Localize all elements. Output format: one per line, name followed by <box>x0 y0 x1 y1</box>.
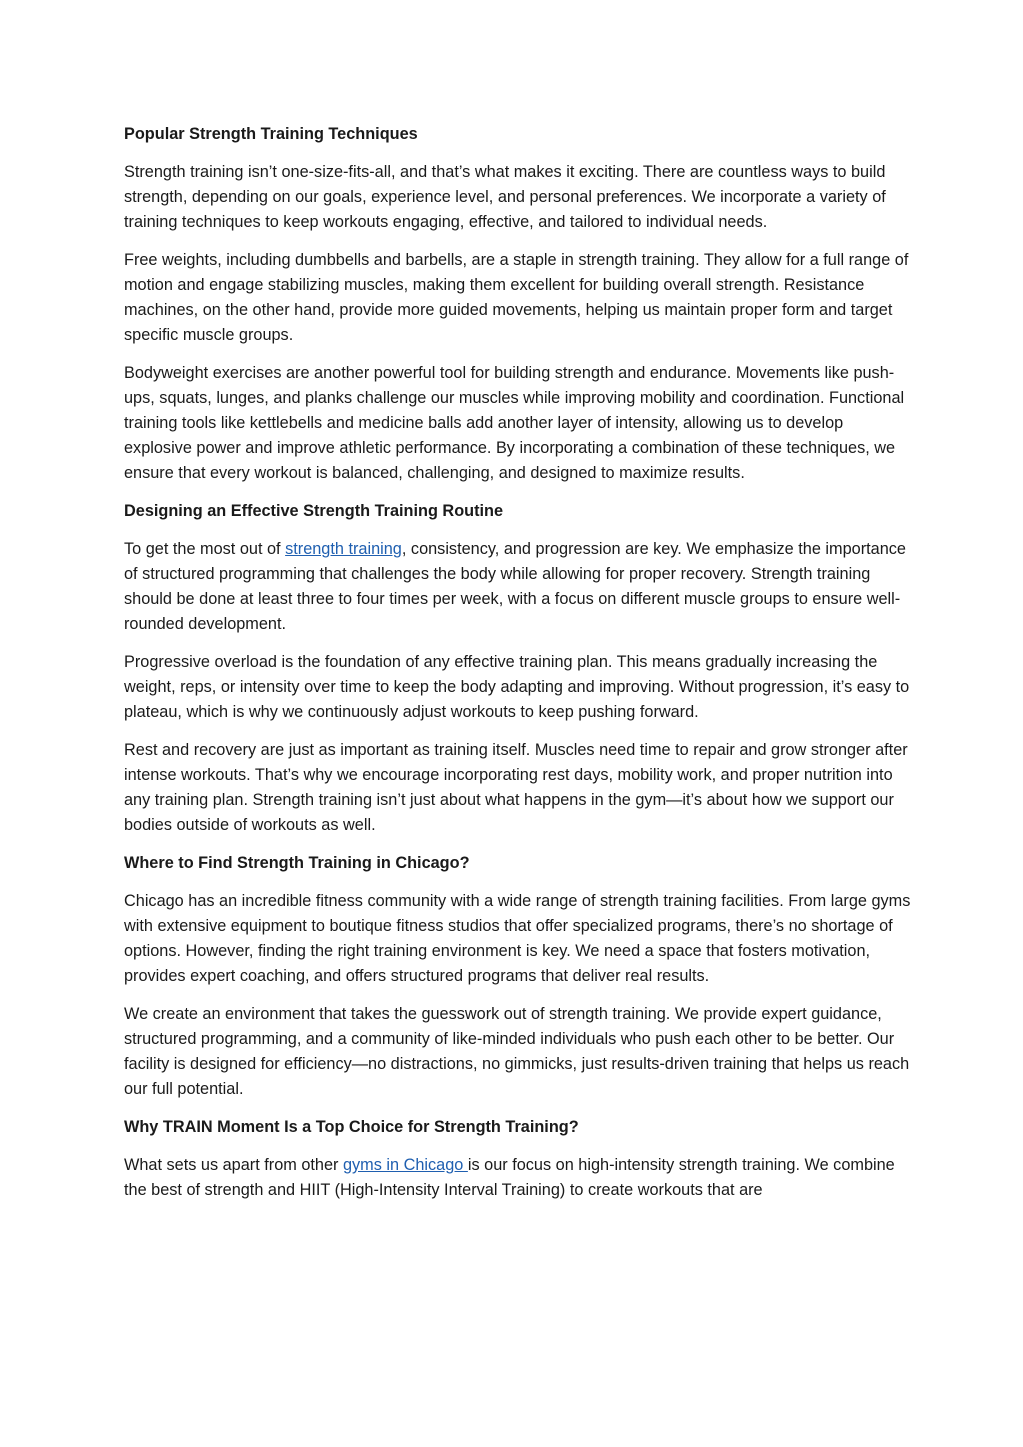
section-heading-routine: Designing an Effective Strength Training Routine <box>124 502 504 520</box>
paragraph: Rest and recovery are just as important as training itself. Muscles need time to repair and grow stronger after intense workouts. That’s why we encourage incorporating rest days, mobility work, and proper nutrition into any training plan. Strength training isn’t just about what happens in the gym—it’s about how we support our bodies outside of workouts as well. <box>124 741 908 834</box>
section-heading-why-train-moment: Why TRAIN Moment Is a Top Choice for Strength Training? <box>124 1118 579 1136</box>
document-page <box>124 122 914 1216</box>
text-segment: What sets us apart from other <box>124 1156 343 1174</box>
text-segment: is our focus on high-intensity strength training. We combine the best of strength and HIIT (High-Intensity Interval Training) to create workouts that are <box>124 1156 895 1199</box>
paragraph-with-link <box>124 537 914 637</box>
section-heading-techniques: Popular Strength Training Techniques <box>124 125 418 143</box>
text-segment: To get the most out of <box>124 540 286 558</box>
paragraph: Progressive overload is the foundation of any effective training plan. This means gradually increasing the weight, reps, or intensity over time to keep the body adapting and improving. Without progression, it’s easy to plateau, which is why we continuously adjust workouts to keep pushing forward. <box>124 653 910 721</box>
paragraph-with-link <box>124 1153 914 1203</box>
section-heading-chicago: Where to Find Strength Training in Chicago? <box>124 854 470 872</box>
text-segment: , consistency, and progression are key. We emphasize the importance of structured programming that challenges the body while allowing for proper recovery. Strength training should be done at least three to four times per week, with a focus on different muscle groups to ensure well-rounded development. <box>124 540 906 633</box>
paragraph: Bodyweight exercises are another powerful tool for building strength and endurance. Movements like push-ups, squats, lunges, and planks challenge our muscles while improving mobility and coordination. Functional training tools like kettlebells and medicine balls add another layer of intensity, allowing us to develop explosive power and improve athletic performance. By incorporating a combination of these techniques, we ensure that every workout is balanced, challenging, and designed to maximize results. <box>124 364 905 482</box>
strength-training-link[interactable]: strength training <box>285 540 402 558</box>
paragraph: Chicago has an incredible fitness community with a wide range of strength training facilities. From large gyms with extensive equipment to boutique fitness studios that offer specialized programs, there’s no shortage of options. However, finding the right training environment is key. We need a space that fosters motivation, provides expert coaching, and offers structured programs that deliver real results. <box>124 892 911 985</box>
gyms-in-chicago-link[interactable]: gyms in Chicago <box>342 1156 468 1174</box>
paragraph: Strength training isn’t one-size-fits-all, and that’s what makes it exciting. There are countless ways to build strength, depending on our goals, experience level, and personal preferences. We incorporate a variety of training techniques to keep workouts engaging, effective, and tailored to individual needs. <box>124 163 886 231</box>
paragraph: We create an environment that takes the guesswork out of strength training. We provide expert guidance, structured programming, and a community of like-minded individuals who push each other to be better. Our facility is designed for efficiency—no distractions, no gimmicks, just results-driven training that helps us reach our full potential. <box>124 1005 910 1098</box>
paragraph: Free weights, including dumbbells and barbells, are a staple in strength training. They allow for a full range of motion and engage stabilizing muscles, making them excellent for building overall strength. Resistance machines, on the other hand, provide more guided movements, helping us maintain proper form and target specific muscle groups. <box>124 251 909 344</box>
